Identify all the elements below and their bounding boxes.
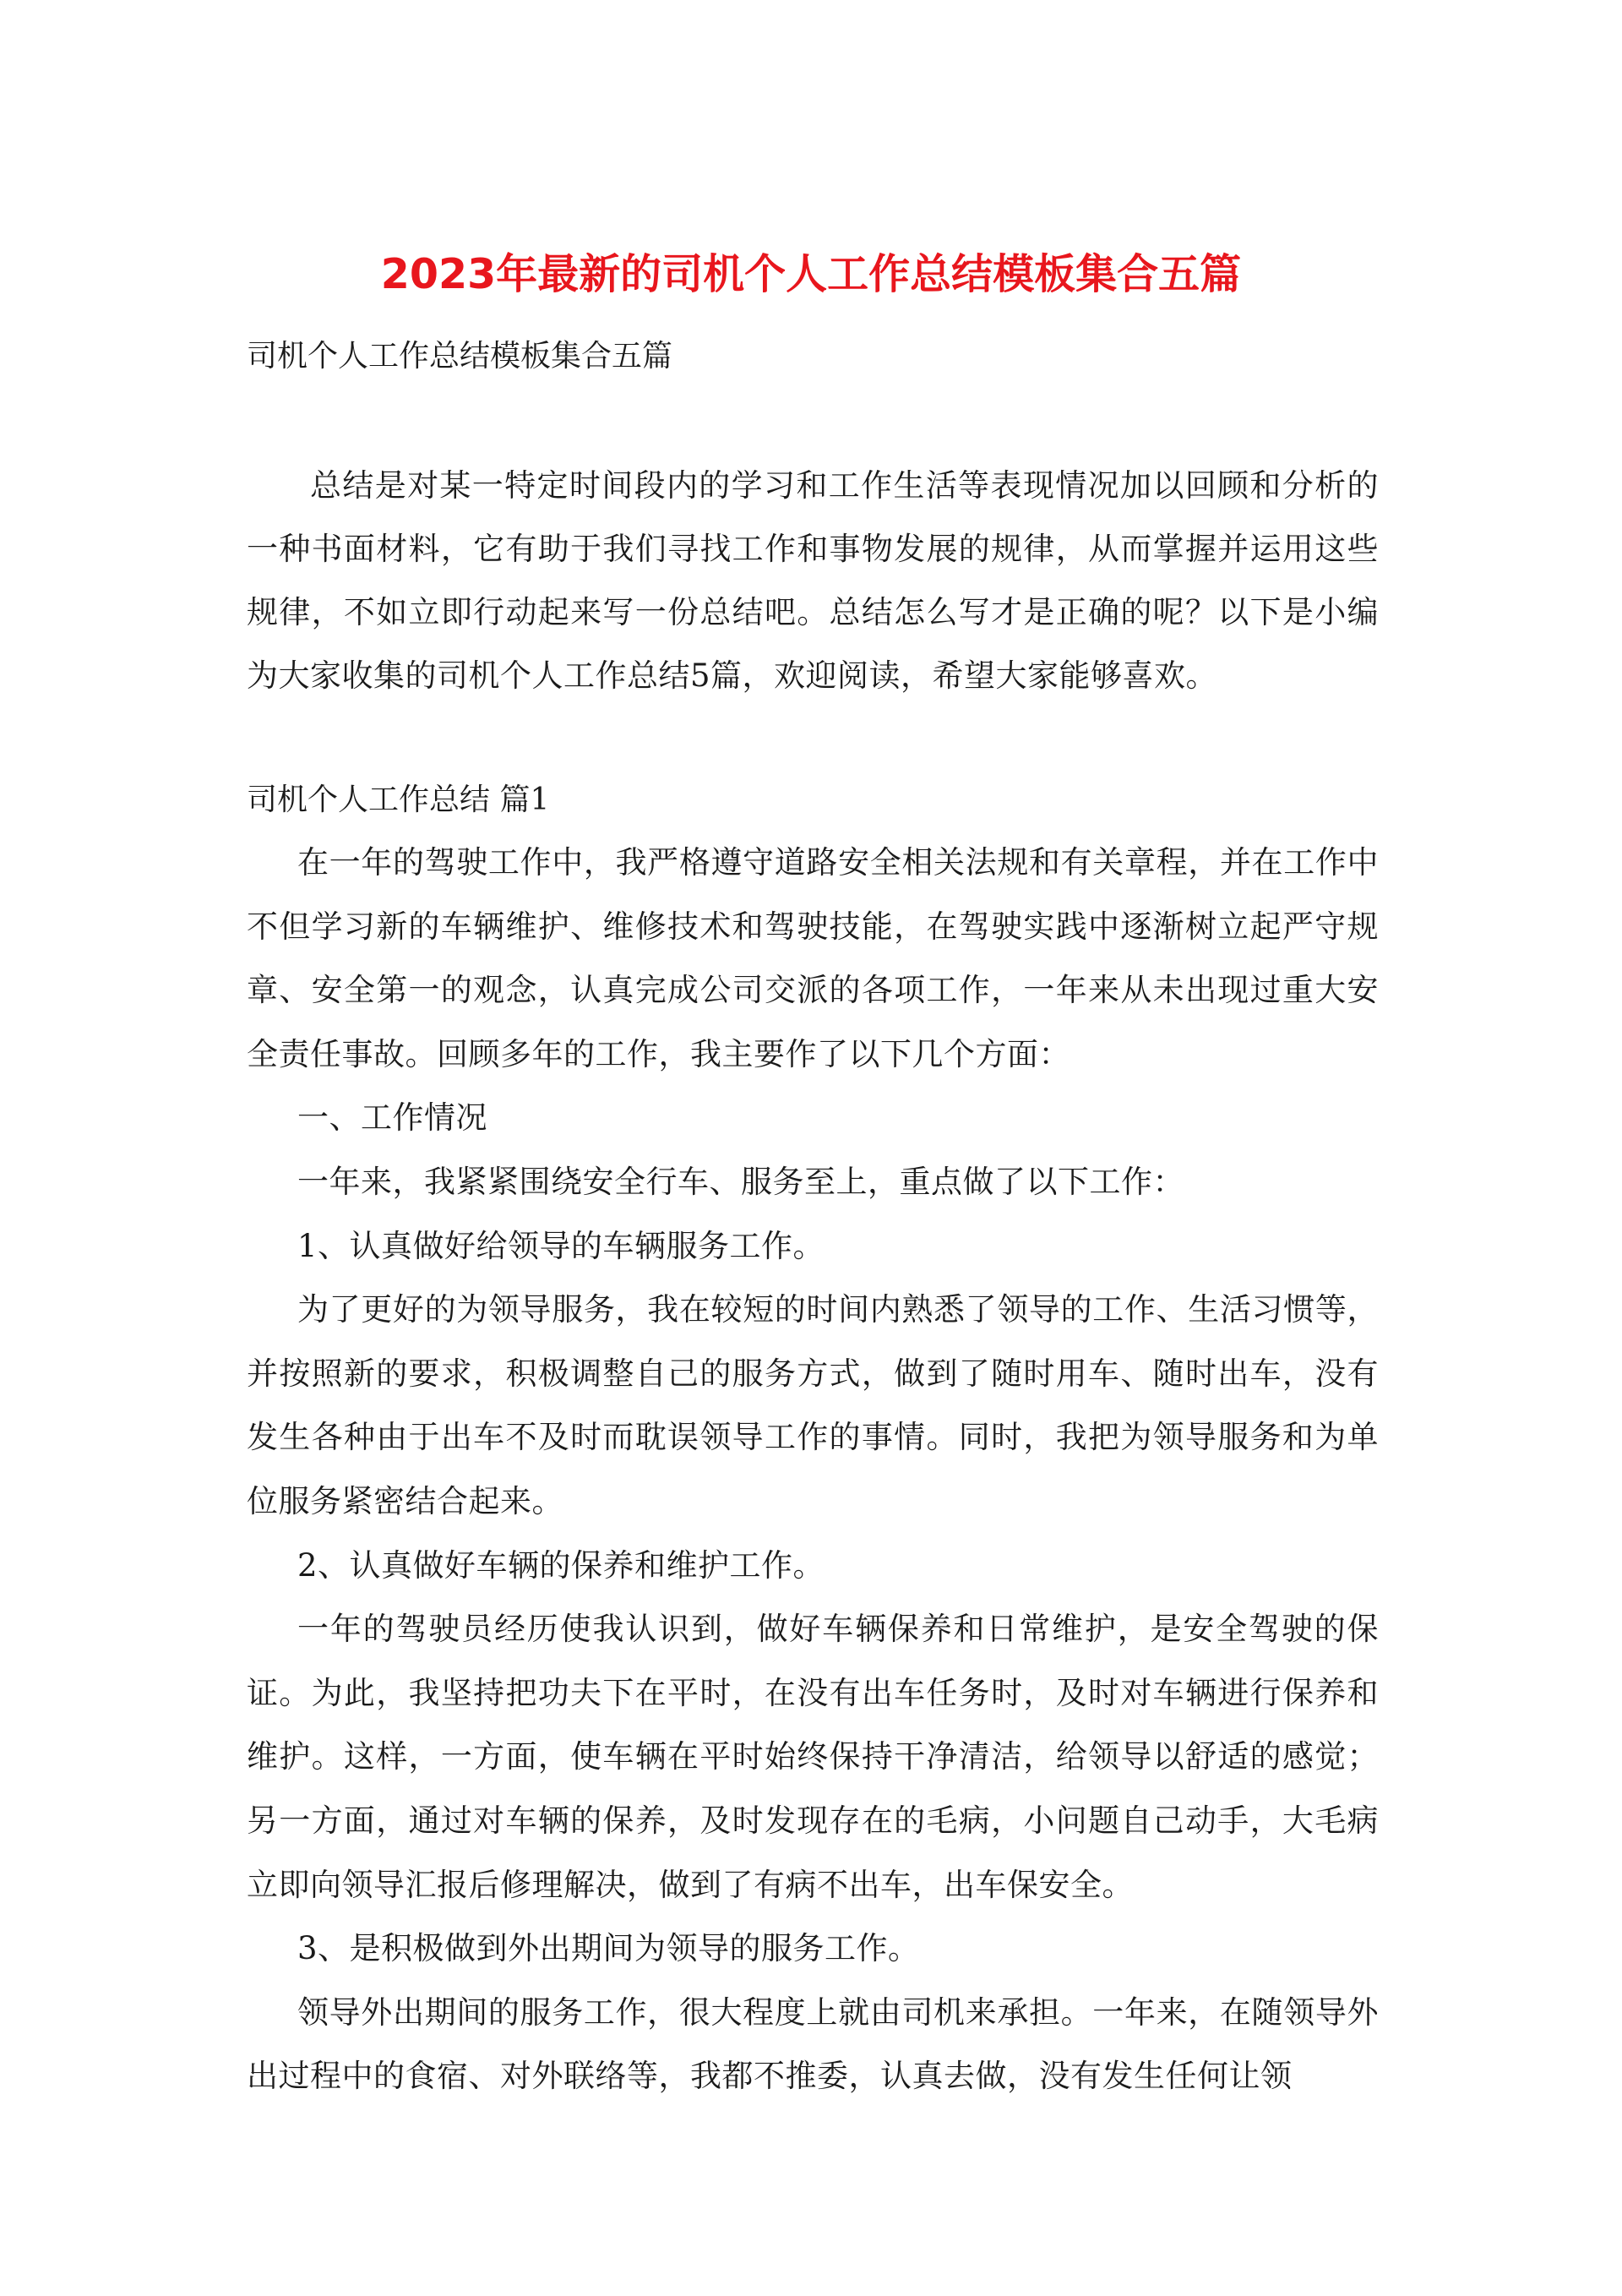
document-subtitle: 司机个人工作总结模板集合五篇 — [247, 339, 673, 374]
paragraph-9: 领导外出期间的服务工作，很大程度上就由司机来承担。一年来，在随领导外出过程中的食宿、对外联络等，我都不推委，认真去做，没有发生任何让领 — [247, 1993, 1379, 2095]
body-text — [247, 831, 1379, 2108]
document-title: 2023年最新的司机个人工作总结模板集合五篇 — [380, 250, 1242, 298]
paragraph-5: 为了更好的为领导服务，我在较短的时间内熟悉了领导的工作、生活习惯等，并按照新的要求，积极调整自己的服务方式，做到了随时用车、随时出车，没有发生各种由于出车不及时而耽误领导工作的事情。同时，我把为领导服务和为单位服务紧密结合起来。 — [247, 1291, 1379, 1519]
paragraph-6: 2、认真做好车辆的保养和维护工作。 — [297, 1546, 825, 1584]
intro-paragraph: 总结是对某一特定时间段内的学习和工作生活等表现情况加以回顾和分析的一种书面材料，它有助于我们寻找工作和事物发展的规律，从而掌握并运用这些规律，不如立即行动起来写一份总结吧。总结怎么写才是正确的呢？以下是小编为大家收集的司机个人工作总结5篇，欢迎阅读，希望大家能够喜欢。 — [247, 467, 1379, 694]
paragraph-3: 一年来，我紧紧围绕安全行车、服务至上，重点做了以下工作： — [297, 1163, 1184, 1200]
paragraph-1: 在一年的驾驶工作中，我严格遵守道路安全相关法规和有关章程，并在工作中不但学习新的车辆维护、维修技术和驾驶技能，在驾驶实践中逐渐树立起严守规章、安全第一的观念，认真完成公司交派的各项工作，一年来从未出现过重大安全责任事故。回顾多年的工作，我主要作了以下几个方面： — [247, 844, 1379, 1072]
paragraph-7: 一年的驾驶员经历使我认识到，做好车辆保养和日常维护，是安全驾驶的保证。为此，我坚持把功夫下在平时，在没有出车任务时，及时对车辆进行保养和维护。这样，一方面，使车辆在平时始终保持干净清洁，给领导以舒适的感觉；另一方面，通过对车辆的保养，及时发现存在的毛病，小问题自己动手，大毛病立即向领导汇报后修理解决，做到了有病不出车，出车保安全。 — [247, 1611, 1379, 1903]
paragraph-2: 一、工作情况 — [297, 1099, 487, 1137]
section-heading: 司机个人工作总结 篇1 — [247, 783, 550, 817]
paragraph-4: 1、认真做好给领导的车辆服务工作。 — [297, 1227, 825, 1264]
paragraph-8: 3、是积极做到外出期间为领导的服务工作。 — [297, 1930, 920, 1967]
